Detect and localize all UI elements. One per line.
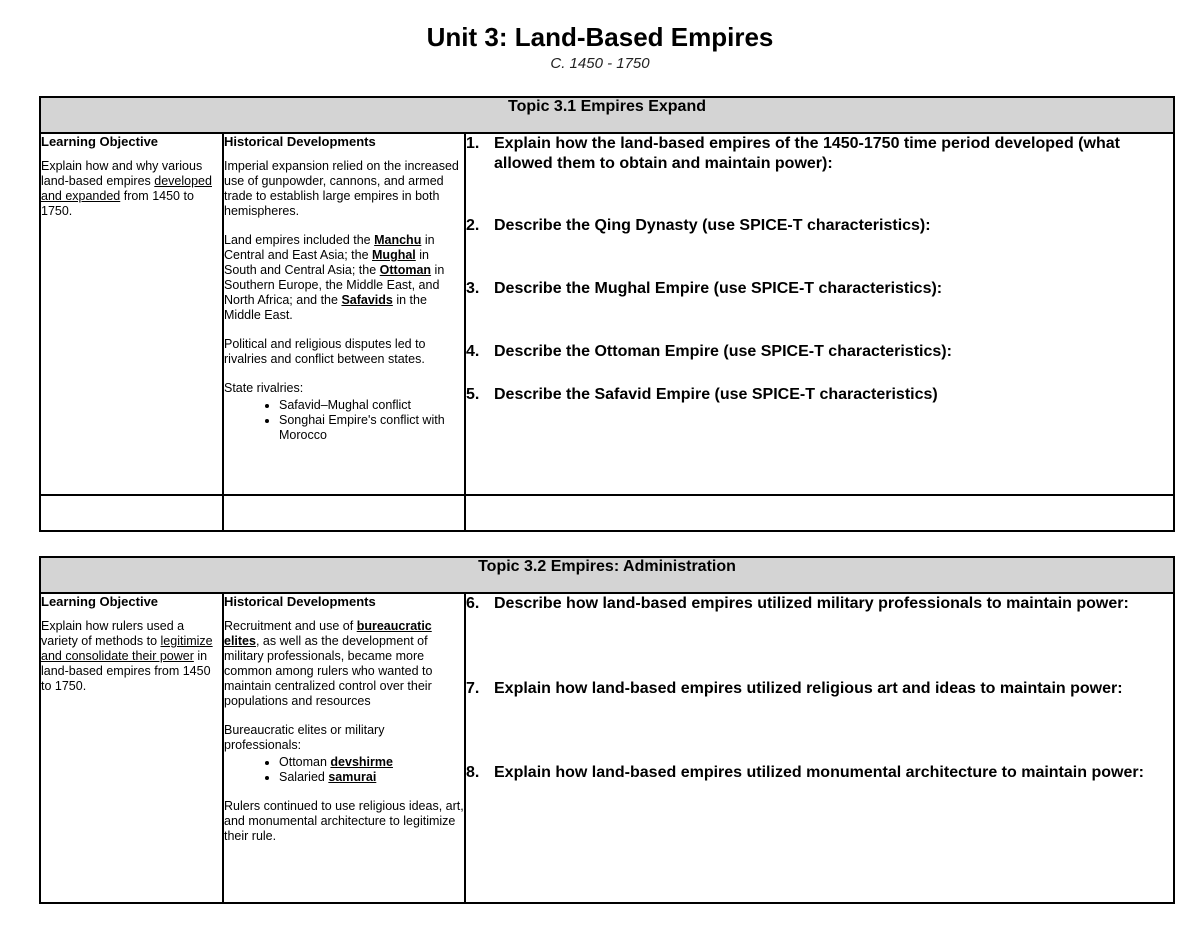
document-title: Unit 3: Land-Based Empires xyxy=(426,22,774,52)
hd-paragraph: State rivalries: xyxy=(224,381,304,395)
empty-cell xyxy=(223,495,465,531)
questions-cell xyxy=(465,593,1174,903)
document-subtitle: C. 1450 - 1750 xyxy=(550,55,650,72)
question-item: 5. Describe the Safavid Empire (use SPICE-T characteristics) xyxy=(466,386,938,403)
hd-paragraph: Bureaucratic elites or military professionals: xyxy=(224,723,385,752)
question-item: 3. Describe the Mughal Empire (use SPICE-T characteristics): xyxy=(466,280,943,297)
hd-paragraph: Land empires included the Manchu in Central and East Asia; the Mughal in South and Central Asia; the Ottoman in Southern Europe, the Middle East, and North Africa; and the Safavids in the Middle East. xyxy=(224,233,445,322)
questions-cell xyxy=(465,133,1174,495)
topic-3-1-table xyxy=(39,96,1175,532)
historical-developments-cell xyxy=(223,133,465,495)
learning-objective-text: Explain how rulers used a variety of methods to legitimize and consolidate their power in land-based empires from 1450 to 1750. xyxy=(41,619,213,693)
question-item: 6. Describe how land-based empires utilized military professionals to maintain power: xyxy=(466,595,1129,612)
historical-developments-heading: Historical Developments xyxy=(224,134,376,149)
historical-developments-cell xyxy=(223,593,465,903)
learning-objective-cell xyxy=(40,133,223,495)
state-rivalries-list xyxy=(224,398,464,443)
list-item: • Ottoman devshirme xyxy=(279,755,464,770)
hd-paragraph: Political and religious disputes led to rivalries and conflict between states. xyxy=(224,337,426,366)
learning-objective-cell xyxy=(40,593,223,903)
question-item: 2. Describe the Qing Dynasty (use SPICE-T characteristics): xyxy=(466,217,931,234)
learning-objective-heading: Learning Objective xyxy=(41,594,159,609)
list-item: • Songhai Empire's conflict with Morocco xyxy=(279,413,464,443)
question-item: 4. Describe the Ottoman Empire (use SPICE-T characteristics): xyxy=(466,343,952,360)
topic-3-2-header: Topic 3.2 Empires: Administration xyxy=(40,557,1174,593)
topic-3-1-header: Topic 3.1 Empires Expand xyxy=(40,97,1174,133)
question-item: 1. Explain how the land-based empires of the 1450-1750 time period developed (what allowed them to obtain and maintain power): xyxy=(466,135,1120,172)
hd-paragraph: Rulers continued to use religious ideas, art, and monumental architecture to legitimize their rule. xyxy=(224,799,464,843)
list-item: • Safavid–Mughal conflict xyxy=(279,398,464,413)
hd-paragraph: Recruitment and use of bureaucratic elites, as well as the development of military professionals, became more common among rulers who wanted to maintain centralized control over their populations and resources xyxy=(224,619,433,708)
historical-developments-heading: Historical Developments xyxy=(224,594,376,609)
question-item: 8. Explain how land-based empires utilized monumental architecture to maintain power: xyxy=(466,764,1144,781)
topic-3-2-table xyxy=(39,556,1175,904)
hd-paragraph: Imperial expansion relied on the increased use of gunpowder, cannons, and armed trade to establish large empires in both hemispheres. xyxy=(224,159,459,218)
list-item: • Salaried samurai xyxy=(279,770,464,785)
learning-objective-text: Explain how and why various land-based empires developed and expanded from 1450 to 1750. xyxy=(41,159,212,218)
empty-cell xyxy=(465,495,1174,531)
empty-cell xyxy=(40,495,223,531)
elites-list xyxy=(224,755,464,785)
learning-objective-heading: Learning Objective xyxy=(41,134,159,149)
question-item: 7. Explain how land-based empires utilized religious art and ideas to maintain power: xyxy=(466,680,1123,697)
